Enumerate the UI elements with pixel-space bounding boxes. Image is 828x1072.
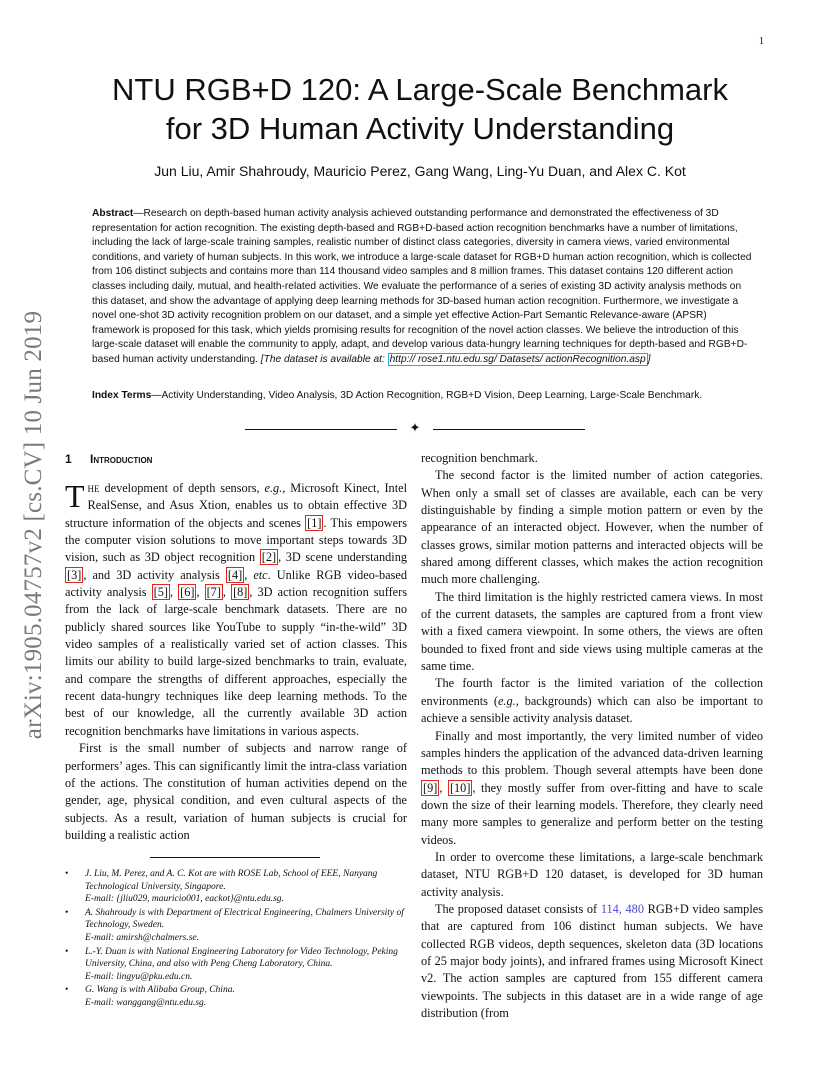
citation-link[interactable]: [10]	[449, 780, 471, 795]
citation-link[interactable]: [2]	[261, 550, 277, 565]
footnote-item: • J. Liu, M. Perez, and A. C. Kot are with ROSE Lab, School of EEE, Nanyang Technological University, Singapore. E-mail: {jliu029, mauricio001, eackot}@ntu.edu.sg.	[65, 869, 378, 905]
dataset-link[interactable]: http:// rose1.ntu.edu.sg/ Datasets/ actionRecognition.asp	[389, 353, 646, 365]
paper-title	[70, 70, 770, 148]
index-terms-text: —Activity Understanding, Video Analysis, 3D Action Recognition, RGB+D Vision, Deep Learning, Large-Scale Benchmark.	[151, 390, 703, 401]
citation-link[interactable]: [9]	[423, 780, 438, 795]
divider-star: ✦	[409, 420, 421, 435]
abstract-text: —Research on depth-based human activity analysis achieved outstanding performance and demonstrated the effectiveness of 3D representation for action recognition. The existing depth-based and RGB+D-based action recognition benchmarks have a number of limitations, including the lack of large-scale training samples, realistic number of distinct class categories, diversity in camera views, varied environmental conditions, and variety of human subjects. In this work, we introduce a large-scale dataset for RGB+D human action recognition, which is collected from 106 distinct subjects and contains more than 114 thousand video samples and 8 million frames. This dataset contains 120 different action classes including daily, mutual, and health-related activities. We evaluate the performance of a series of existing 3D activity analysis methods on this dataset, and show the advantage of applying deep learning methods for 3D-based human action recognition. Furthermore, we investigate a novel one-shot 3D activity recognition problem on our dataset, and a simple yet effective Action-Part Semantic Relevance-aware (APSR) framework is proposed for this task, which yields promising results for recognition of the novel action classes. We believe the introduction of this large-scale dataset will enable the community to apply, adapt, and develop various data-hungry learning techniques for depth-based and RGB+D-based human activity understanding.	[92, 208, 752, 365]
footnotes	[65, 868, 410, 1011]
footnote-rule	[150, 857, 320, 858]
left-column	[65, 480, 407, 844]
right-column	[421, 450, 763, 1022]
drop-cap: T	[65, 478, 85, 514]
divider-line-left	[245, 429, 397, 430]
dataset-note-prefix: [The dataset is available at:	[260, 353, 388, 365]
index-terms	[92, 389, 752, 404]
intro-paragraph-2: First is the small number of subjects and narrow range of performers’ ages. This can significantly limit the intra-class variation of the actions. The constitution of human activities depend on the gender, age, physical condition, and even cultural aspects of the subjects. As a result, variation of human subjects is crucial for building a realistic action	[65, 741, 407, 842]
sample-count: 114, 480	[600, 901, 644, 916]
section-divider	[245, 422, 585, 436]
intro-paragraph-6: Finally and most importantly, the very limited number of video samples hinders the application of the advanced data-driven learning methods to this problem. Though several attempts have been done [9] , [10] , they mostly suffer from over-fitting and have to scale down the size of their learning models. Therefore, they clearly need many more samples to generalize and perform better on the testing videos.	[421, 728, 763, 847]
citation-link[interactable]: [8]	[233, 585, 248, 600]
index-terms-label: Index Terms	[92, 390, 152, 401]
dataset-note-suffix: ]	[647, 353, 651, 365]
abstract	[92, 207, 752, 368]
section-title: Introduction	[90, 452, 153, 466]
author-list: Jun Liu, Amir Shahroudy, Mauricio Perez, Gang Wang, Ling-Yu Duan, and Alex C. Kot	[154, 163, 686, 179]
footnote-item: • G. Wang is with Alibaba Group, China. E-mail: wanggang@ntu.edu.sg.	[65, 985, 235, 1008]
intro-paragraph-8: The proposed dataset consists of 114, 480 RGB+D video samples that are captured from 106 distinct human subjects. We have collected RGB videos, depth sequences, skeleton data (3D locations of 25 major body joints), and infrared frames using Microsoft Kinect v2. The action samples are captured from 155 different camera viewpoints. The subjects in this dataset are in a wide range of age distribution (from	[421, 901, 763, 1020]
intro-paragraph-4: The third limitation is the highly restricted camera views. In most of the current datasets, the samples are captured from a front view with a fixed camera viewpoint. In some others, the views are often bounded to fixed front and side views using multiple cameras at the same time.	[421, 589, 763, 674]
citation-link[interactable]: [3]	[67, 567, 82, 582]
footnote-item: • L.-Y. Duan is with National Engineering Laboratory for Video Technology, Peking University, China, and also with Peng Cheng Laboratory, China. E-mail: lingyu@pku.edu.cn.	[65, 946, 398, 982]
citation-link[interactable]: [6]	[180, 585, 195, 600]
citation-link[interactable]: [7]	[206, 585, 221, 600]
citation-link[interactable]: [1]	[307, 515, 322, 530]
footnote-item: • A. Shahroudy is with Department of Electrical Engineering, Chalmers University of Technology, Sweden. E-mail: amirsh@chalmers.se.	[65, 907, 404, 943]
citation-link[interactable]: [5]	[153, 585, 168, 600]
intro-paragraph-3: The second factor is the limited number of action categories. When only a small set of classes are available, each can be very distinguishable by finding a simple motion pattern or even by the appearance of an interacted object. However, when the number of classes grows, similar motion patterns and interacted objects will be shared among different classes, which makes the action recognition much more challenging.	[421, 468, 763, 587]
intro-paragraph-2-cont: recognition benchmark.	[421, 451, 538, 465]
arxiv-stamp	[4, 290, 64, 760]
section-number: 1	[65, 452, 72, 466]
arxiv-stamp-text: arXiv:1905.04757v2 [cs.CV] 10 Jun 2019	[20, 310, 47, 740]
divider-line-right	[433, 429, 585, 430]
title-line-1: NTU RGB+D 120: A Large-Scale Benchmark	[112, 72, 728, 107]
citation-link[interactable]: [4]	[227, 567, 243, 582]
abstract-label: Abstract	[92, 208, 134, 219]
page-number: 1	[759, 36, 764, 47]
intro-paragraph-5: The fourth factor is the limited variation of the collection environments (e.g., backgrounds) which can also be important to achieve a sensible activity analysis dataset.	[421, 676, 764, 726]
intro-paragraph-1: The development of depth sensors, e.g., Microsoft Kinect, Intel RealSense, and Asus Xtion, enables us to obtain effective 3D structure information of the objects and scenes [1] . This empowers the computer vision solutions to move important steps towards 3D vision, such as 3D object recognition [2] , 3D scene understanding [3] , and 3D activity analysis [4] , etc. Unlike RGB video-based activity analysis [5] , [6] , [7] , [8] , 3D action recognition suffers from the lack of large-scale benchmark datasets. There are no publicly shared sources like YouTube to supply “in-the-wild” 3D video samples of a realistically varied set of action classes. This limits our ability to build large-sized benchmarks to train, evaluate, and compare the strengths of different approaches, especially the recent data-hungry techniques like deep learning methods. To the best of our knowledge, all the currently available 3D action recognition benchmarks have limitations in various aspects.	[65, 478, 408, 738]
intro-paragraph-7: In order to overcome these limitations, a large-scale benchmark dataset, NTU RGB+D 120 dataset, is developed for 3D human activity analysis.	[421, 849, 763, 899]
section-heading	[65, 452, 152, 466]
title-line-2: for 3D Human Activity Understanding	[165, 111, 675, 146]
